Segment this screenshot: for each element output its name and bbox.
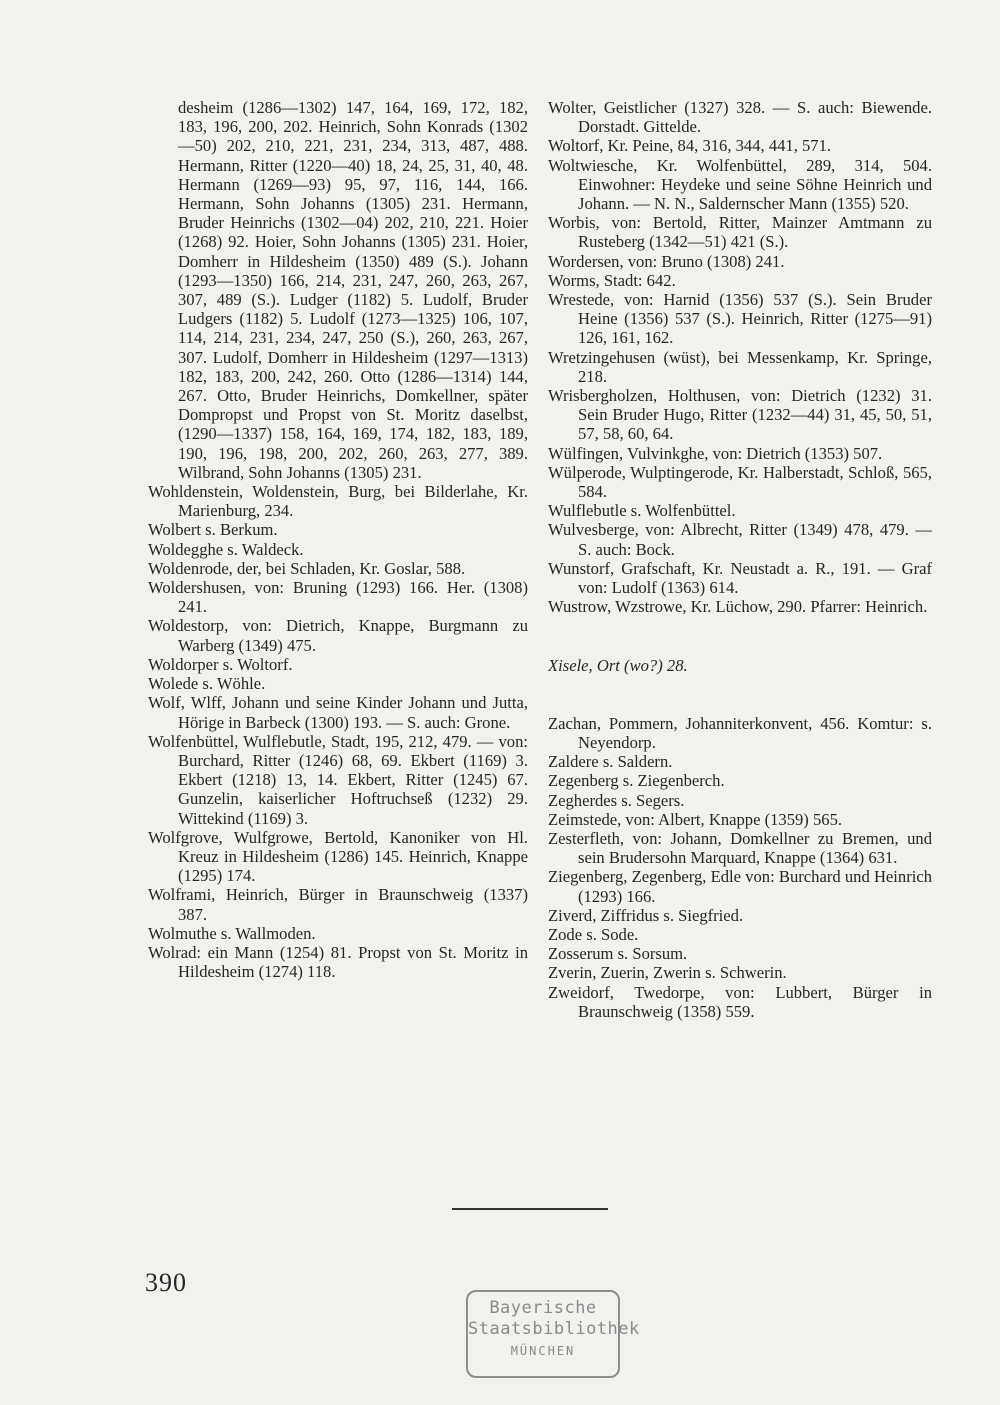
index-entry: Wolmuthe s. Wallmoden.: [148, 923, 316, 943]
index-entry: Wunstorf, Grafschaft, Kr. Neustadt a. R., 191. — Graf von: Ludolf (1363) 614.: [548, 558, 932, 598]
stamp-line: Bayerische: [489, 1298, 597, 1318]
index-column-right: [548, 98, 932, 1021]
index-entry: Wrestede, von: Harnid (1356) 537 (S.). Sein Bruder Heine (1356) 537 (S.). Heinrich, Ritter (1275—91) 126, 161, 162.: [548, 290, 932, 348]
index-entry: Wretzingehusen (wüst), bei Messenkamp, Kr. Springe, 218.: [548, 347, 932, 386]
index-entry: Zegherdes s. Segers.: [548, 790, 685, 810]
end-rule: [452, 1208, 608, 1210]
index-column-left: [148, 98, 528, 981]
index-entry: Wülfingen, Vulvinkghe, von: Dietrich (1353) 507.: [548, 443, 883, 463]
index-entry: Zeimstede, von: Albert, Knappe (1359) 565.: [548, 809, 843, 829]
index-entry: Ziegenberg, Zegenberg, Edle von: Burchard und Heinrich (1293) 166.: [548, 867, 932, 906]
index-entry: Woltwiesche, Kr. Wolfenbüttel, 289, 314, 504. Einwohner: Heydeke und seine Söhne Heinrich und Johann. — N. N., Saldernscher Mann (1355) 520.: [548, 155, 932, 214]
page-number: 390: [145, 1268, 187, 1297]
index-entry: Wustrow, Wzstrowe, Kr. Lüchow, 290. Pfarrer: Heinrich.: [548, 597, 928, 617]
index-entry: Zweidorf, Twedorpe, von: Lubbert, Bürger in Braunschweig (1358) 559.: [548, 982, 932, 1021]
index-entry: Zachan, Pommern, Johanniterkonvent, 456. Komtur: s. Neyendorp.: [548, 713, 932, 752]
index-entry: Wolbert s. Berkum.: [148, 520, 278, 540]
index-entry: Wolede s. Wöhle.: [148, 674, 266, 694]
section-gap: [548, 676, 932, 714]
index-entry: Wrisbergholzen, Holthusen, von: Dietrich (1232) 31. Sein Bruder Hugo, Ritter (1232—44) 31, 45, 50, 51, 57, 58, 60, 64.: [548, 386, 932, 444]
section-gap: [548, 616, 932, 656]
index-entry: Woldegghe s. Waldeck.: [148, 539, 304, 559]
index-entry: Wolfenbüttel, Wulflebutle, Stadt, 195, 212, 479. — von: Burchard, Ritter (1246) 68, 69. Ekbert (1169) 3. Ekbert (1218) 13, 14. Ekbert, Ritter (1245) 67. Gunzelin, kaiserlicher Hoftruchseß (1232) 29. Wittekind (1169) 3.: [148, 731, 528, 828]
index-entry: Worbis, von: Bertold, Ritter, Mainzer Amtmann zu Rusteberg (1342—51) 421 (S.).: [548, 213, 932, 252]
stamp-line: MÜNCHEN: [510, 1344, 576, 1358]
index-entry: Zegenberg s. Ziegenberch.: [548, 771, 725, 791]
index-entry: Wolfgrove, Wulfgrowe, Bertold, Kanoniker von Hl. Kreuz in Hildesheim (1286) 145. Heinrich, Knappe (1295) 174.: [148, 827, 528, 886]
index-entry: Zode s. Sode.: [548, 924, 639, 944]
letter-section-z: [548, 714, 932, 1021]
index-entry: Wolter, Geistlicher (1327) 328. — S. auch: Biewende. Dorstadt. Gittelde.: [548, 98, 932, 137]
index-entry: Worms, Stadt: 642.: [548, 270, 676, 290]
index-entry: Ziverd, Ziffridus s. Siegfried.: [548, 905, 744, 925]
index-entry: Wulflebutle s. Wolfenbüttel.: [548, 501, 736, 521]
library-stamp: [466, 1290, 640, 1378]
index-entry: Zaldere s. Saldern.: [548, 752, 673, 772]
stamp-line: Staatsbibliothek: [468, 1319, 640, 1339]
index-entry: Wohldenstein, Woldenstein, Burg, bei Bilderlahe, Kr. Marienburg, 234.: [148, 482, 528, 521]
index-entry: Zosserum s. Sorsum.: [548, 944, 688, 964]
index-entry: Wordersen, von: Bruno (1308) 241.: [548, 251, 785, 271]
index-entry: Wulvesberge, von: Albrecht, Ritter (1349) 478, 479. — S. auch: Bock.: [548, 520, 932, 559]
index-entry: Zverin, Zuerin, Zwerin s. Schwerin.: [548, 963, 787, 983]
index-entry: Xisele, Ort (wo?) 28.: [548, 656, 688, 676]
index-entry: Woltorf, Kr. Peine, 84, 316, 344, 441, 571.: [548, 136, 832, 156]
index-entry: Woldershusen, von: Bruning (1293) 166. Her. (1308) 241.: [148, 578, 528, 617]
index-entry: Woldorper s. Woltorf.: [148, 654, 293, 674]
index-entry: Wolframi, Heinrich, Bürger in Braunschweig (1337) 387.: [148, 885, 528, 924]
letter-section-x: [548, 656, 932, 675]
index-entry: desheim (1286—1302) 147, 164, 169, 172, 182, 183, 196, 200, 202. Heinrich, Sohn Konrads (1302—50) 202, 210, 221, 231, 234, 313, 487, 488. Hermann, Ritter (1220—40) 18, 24, 25, 31, 40, 48. Hermann (1269—93) 95, 97, 116, 144, 166. Hermann, Sohn Johanns (1305) 231. Hermann, Bruder Heinrichs (1302—04) 202, 210, 221. Hoier (1268) 92. Hoier, Sohn Johanns (1305) 231. Hoier, Domherr in Hildesheim (1350) 489 (S.). Johann (1293—1350) 166, 214, 231, 247, 260, 263, 267, 307, 489 (S.). Ludger (1182) 5. Ludolf, Bruder Ludgers (1182) 5. Ludolf (1273—1325) 106, 107, 114, 214, 231, 234, 247, 250 (S.), 260, 263, 267, 307. Ludolf, Domherr in Hildesheim (1297—1313) 182, 183, 200, 242, 260. Otto (1286—1314) 144, 267. Otto, Bruder Heinrichs, Domkellner, später Dompropst und Propst von St. Moritz daselbst, (1290—1337) 158, 164, 169, 174, 182, 183, 189, 190, 196, 198, 200, 202, 260, 263, 277, 389. Wilbrand, Sohn Johanns (1305) 231.: [178, 98, 528, 482]
index-entry: Zesterfleth, von: Johann, Domkellner zu Bremen, und sein Brudersohn Marquard, Knappe (1364) 631.: [548, 828, 932, 868]
index-entry: Wolf, Wlff, Johann und seine Kinder Johann und Jutta, Hörige in Barbeck (1300) 193. — S. auch: Grone.: [148, 693, 528, 732]
letter-section-w: [548, 98, 932, 616]
index-entry: Woldestorp, von: Dietrich, Knappe, Burgmann zu Warberg (1349) 475.: [148, 616, 528, 655]
index-entry: Wülperode, Wulptingerode, Kr. Halberstadt, Schloß, 565, 584.: [548, 462, 932, 502]
index-entry: Wolrad: ein Mann (1254) 81. Propst von St. Moritz in Hildesheim (1274) 118.: [148, 942, 528, 982]
index-entry: Woldenrode, der, bei Schladen, Kr. Goslar, 588.: [148, 558, 466, 578]
